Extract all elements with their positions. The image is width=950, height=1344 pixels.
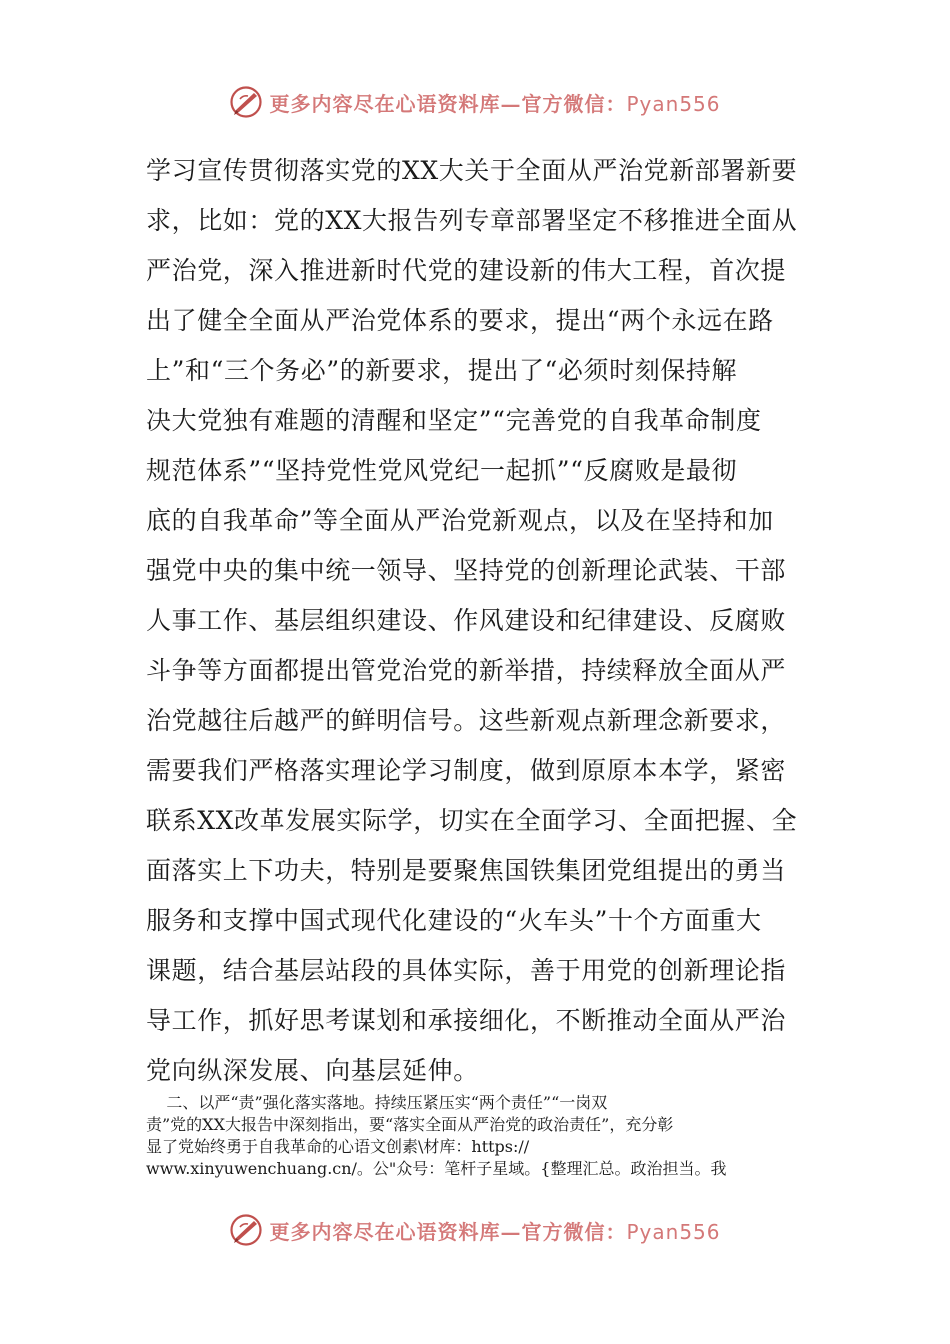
text-line: 上”和“三个务必”的新要求，提出了“必须时刻保持解 (146, 356, 738, 385)
wechat-id: Pyan556 (626, 91, 721, 116)
small-text-line: www.xinyuwenchuang.cn/。公"众号：笔杆子星域。{整理汇总。政治担当。我 (146, 1159, 727, 1178)
text-line: 斗争等方面都提出管党治党的新举措，持续释放全面从严 (146, 656, 787, 685)
text-line: 联系XX改革发展实际学，切实在全面学习、全面把握、全 (146, 806, 798, 835)
text-line: 导工作，抓好思考谋划和承接细化，不断推动全面从严治 (146, 1006, 787, 1035)
text-line: 出了健全全面从严治党体系的要求，提出“两个永远在路 (146, 306, 774, 335)
text-line: 面落实上下功夫，特别是要聚焦国铁集团党组提出的勇当 (146, 856, 787, 885)
text-line: 人事工作、基层组织建设、作风建设和纪律建设、反腐败 (146, 606, 787, 635)
banner-text: 更多内容尽在心语资料库—官方微信：Pyan556 (269, 91, 721, 116)
banner-text: 更多内容尽在心语资料库—官方微信：Pyan556 (269, 1219, 721, 1244)
text-line: 课题，结合基层站段的具体实际，善于用党的创新理论指 (146, 956, 787, 985)
text-line: 党向纵深发展、向基层延伸。 (146, 1056, 479, 1085)
text-line: 规范体系”“坚持党性党风党纪一起抓”“反腐败是最彻 (146, 456, 738, 485)
text-line: 强党中央的集中统一领导、坚持党的创新理论武装、干部 (146, 556, 787, 585)
text-line: 服务和支撑中国式现代化建设的“火车头”十个方面重大 (146, 906, 762, 935)
wechat-id: Pyan556 (626, 1219, 721, 1244)
text-line: 治党越往后越严的鲜明信号。这些新观点新理念新要求， (146, 706, 787, 735)
text-line: 求，比如：党的XX大报告列专章部署坚定不移推进全面从 (146, 206, 798, 235)
footer-banner (0, 1208, 950, 1252)
small-text-line: 显了党始终勇于自我革命的心语文创素\材库：https:// (146, 1137, 530, 1156)
small-text-block (146, 1092, 806, 1180)
body-text (146, 146, 806, 1096)
text-line: 严治党，深入推进新时代党的建设新的伟大工程，首次提 (146, 256, 787, 285)
text-line: 学习宣传贯彻落实党的XX大关于全面从严治党新部署新要 (146, 156, 798, 185)
header-banner (0, 80, 950, 124)
pen-logo-icon (229, 1213, 263, 1247)
pen-logo-icon (229, 85, 263, 119)
small-text-line: 责”党的XX大报告中深刻指出，要“落实全面从严治党的政治责任”，充分彰 (146, 1115, 674, 1134)
text-line: 决大党独有难题的清醒和坚定”“完善党的自我革命制度 (146, 406, 762, 435)
text-line: 需要我们严格落实理论学习制度，做到原原本本学，紧密 (146, 756, 787, 785)
text-line: 底的自我革命”等全面从严治党新观点，以及在坚持和加 (146, 506, 774, 535)
small-text-line: 二、以严“责”强化落实落地。持续压紧压实“两个责任”“一岗双 (146, 1093, 608, 1112)
